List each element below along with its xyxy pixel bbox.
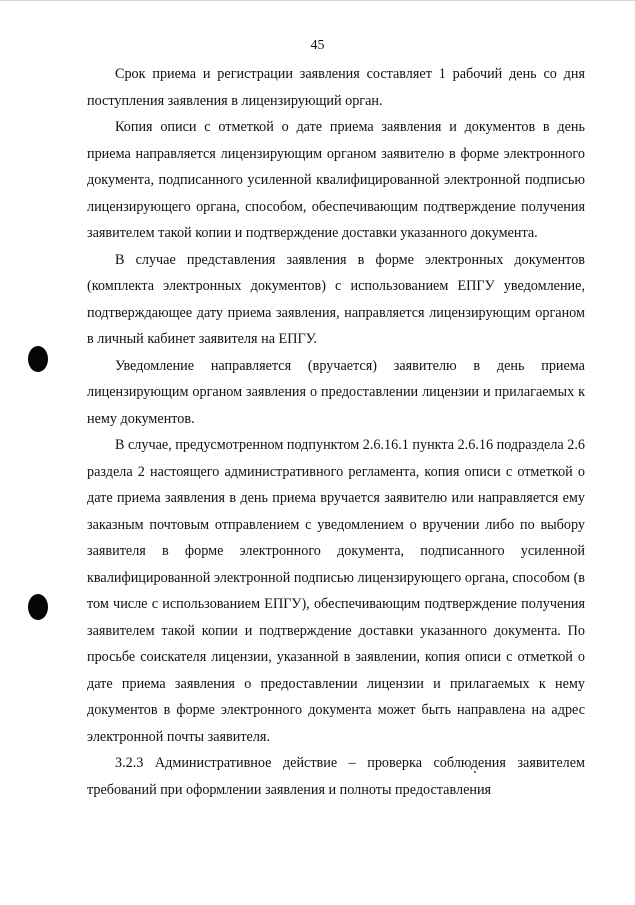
paragraph-registration-term: Срок приема и регистрации заявления составляет 1 рабочий день со дня поступления заявления в лицензирующий орган.: [87, 66, 585, 109]
paragraph-notification-delivery: Уведомление направляется (вручается) заявителю в день приема лицензирующим органом заявления о предоставлении лицензии и прилагаемых к нему документов.: [87, 357, 585, 427]
paragraph-special-case: В случае, предусмотренном подпунктом 2.6.16.1 пункта 2.6.16 подраздела 2.6 раздела 2 настоящего административного регламента, копия описи с отметкой о дате приема заявления в день приема вручается заявителю или направляется ему заказным почтовым отправлением с уведомлением о вручении либо по выбору заявителя в форме электронного документа, подписанного усиленной квалифицированной электронной подписью лицензирующего органа, способом (в том числе с использованием ЕПГУ), обеспечивающим подтверждение получения заявителем такой копии и подтверждение доставки указанного документа. По просьбе соискателя лицензии, указанной в заявлении, копия описи с отметкой о дате приема заявления о предоставлении лицензии и прилагаемых к нему документов в форме электронного документа может быть направлена на адрес электронной почты заявителя.: [87, 437, 586, 745]
punch-hole-top: [28, 346, 48, 372]
document-body: [87, 61, 585, 803]
paragraph-section-3-2-3: 3.2.3 Административное действие – проверка соблюдения заявителем требований при оформлении заявления и полноты предоставления: [87, 755, 585, 798]
paragraph-epgu-notification: В случае представления заявления в форме электронных документов (комплекта электронных документов) с использованием ЕПГУ уведомление, подтверждающее дату приема заявления, направляется лицензирующим органом в личный кабинет заявителя на ЕПГУ.: [87, 251, 585, 347]
paragraph-inventory-copy: Копия описи с отметкой о дате приема заявления и документов в день приема направляется лицензирующим органом заявителю в форме электронного документа, подписанного усиленной квалифицированной электронной подписью лицензирующего органа, способом, обеспечивающим подтверждение получения заявителем такой копии и подтверждение доставки указанного документа.: [87, 119, 585, 241]
punch-hole-bottom: [28, 594, 48, 620]
page-number: 45: [310, 38, 325, 53]
scan-edge: [0, 0, 635, 1]
